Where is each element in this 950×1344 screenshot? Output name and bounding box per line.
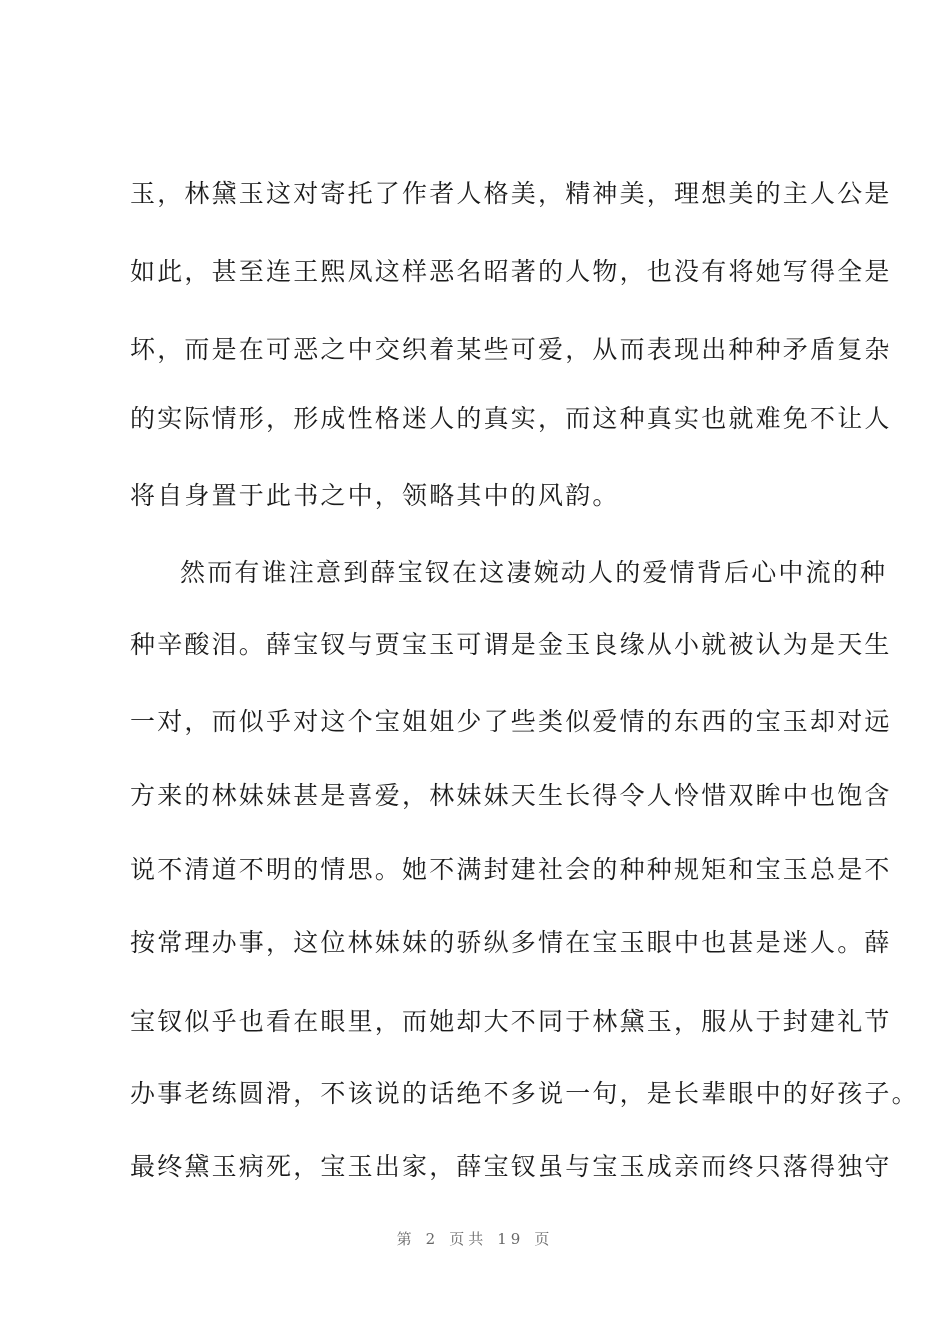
body-line: 按常理办事，这位林妹妹的骄纵多情在宝玉眼中也甚是迷人。薛	[130, 928, 892, 957]
body-line: 的实际情形，形成性格迷人的真实，而这种真实也就难免不让人	[130, 404, 892, 433]
paragraph-first-line: 然而有谁注意到薛宝钗在这凄婉动人的爱情背后心中流的种	[180, 558, 888, 587]
body-line: 如此，甚至连王熙凤这样恶名昭著的人物，也没有将她写得全是	[130, 257, 892, 286]
page-number-footer	[0, 1228, 950, 1249]
body-line: 种辛酸泪。薛宝钗与贾宝玉可谓是金玉良缘从小就被认为是天生	[130, 630, 892, 659]
footer-total-pages: 19	[497, 1230, 525, 1248]
body-line: 办事老练圆滑，不该说的话绝不多说一句，是长辈眼中的好孩子。	[130, 1079, 919, 1108]
body-line: 玉，林黛玉这对寄托了作者人格美，精神美，理想美的主人公是	[130, 179, 892, 208]
body-line: 最终黛玉病死，宝玉出家，薛宝钗虽与宝玉成亲而终只落得独守	[130, 1152, 892, 1181]
body-line: 宝钗似乎也看在眼里，而她却大不同于林黛玉，服从于封建礼节	[130, 1007, 892, 1036]
footer-middle: 页共	[449, 1230, 488, 1248]
footer-suffix: 页	[534, 1230, 554, 1248]
footer-prefix: 第	[396, 1230, 416, 1248]
body-line: 坏，而是在可恶之中交织着某些可爱，从而表现出种种矛盾复杂	[130, 335, 892, 364]
body-line: 将自身置于此书之中，领略其中的风韵。	[130, 481, 620, 510]
body-line: 说不清道不明的情思。她不满封建社会的种种规矩和宝玉总是不	[130, 855, 892, 884]
footer-page-number: 2	[425, 1230, 440, 1248]
body-line: 一对，而似乎对这个宝姐姐少了些类似爱情的东西的宝玉却对远	[130, 707, 892, 736]
body-line: 方来的林妹妹甚是喜爱，林妹妹天生长得令人怜惜双眸中也饱含	[130, 781, 892, 810]
